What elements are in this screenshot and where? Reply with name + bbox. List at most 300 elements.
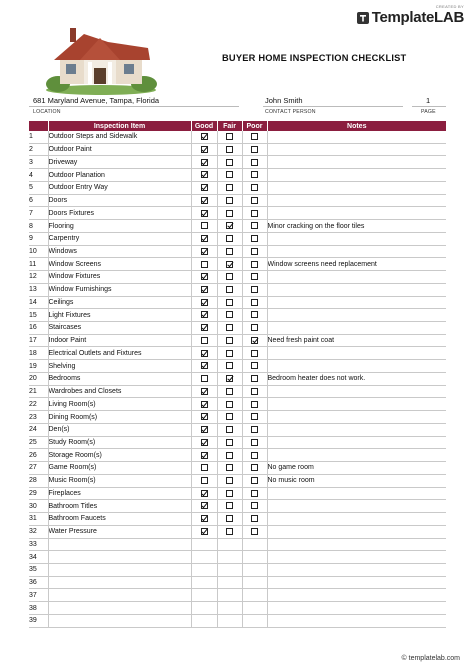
good-checkbox[interactable] [201, 515, 208, 522]
row-number: 39 [29, 614, 48, 627]
inspection-item: Wardrobes and Closets [48, 385, 191, 398]
row-number: 12 [29, 271, 48, 284]
row-number: 34 [29, 551, 48, 564]
fair-checkbox[interactable] [226, 197, 233, 204]
row-number: 6 [29, 194, 48, 207]
header-good: Good [191, 121, 217, 131]
good-checkbox[interactable] [201, 452, 208, 459]
poor-checkbox[interactable] [251, 261, 258, 268]
good-cell [191, 462, 217, 475]
notes-cell[interactable] [267, 487, 446, 500]
fair-cell [217, 283, 242, 296]
poor-checkbox[interactable] [251, 210, 258, 217]
good-cell [191, 207, 217, 220]
good-checkbox[interactable] [201, 413, 208, 420]
inspection-item: Staircases [48, 322, 191, 335]
fair-checkbox[interactable] [226, 388, 233, 395]
poor-checkbox[interactable] [251, 502, 258, 509]
good-checkbox[interactable] [201, 261, 208, 268]
row-number: 31 [29, 513, 48, 526]
fair-checkbox[interactable] [226, 502, 233, 509]
row-number: 18 [29, 347, 48, 360]
notes-cell[interactable] [267, 232, 446, 245]
table-row [29, 398, 446, 411]
poor-checkbox[interactable] [251, 184, 258, 191]
fair-cell [217, 131, 242, 143]
table-row [29, 576, 446, 589]
row-number: 28 [29, 474, 48, 487]
table-row [29, 322, 446, 335]
poor-cell [242, 474, 267, 487]
table-row [29, 436, 446, 449]
notes-cell[interactable] [267, 156, 446, 169]
good-checkbox[interactable] [201, 337, 208, 344]
good-cell [191, 551, 217, 564]
good-checkbox[interactable] [201, 235, 208, 242]
brand-name: TemplateLAB [371, 9, 464, 26]
good-checkbox[interactable] [201, 477, 208, 484]
poor-checkbox[interactable] [251, 401, 258, 408]
good-checkbox[interactable] [201, 362, 208, 369]
good-checkbox[interactable] [201, 222, 208, 229]
poor-cell [242, 576, 267, 589]
fair-cell [217, 181, 242, 194]
fair-cell [217, 423, 242, 436]
poor-checkbox[interactable] [251, 464, 258, 471]
good-checkbox[interactable] [201, 248, 208, 255]
good-checkbox[interactable] [201, 324, 208, 331]
page-label: PAGE [421, 109, 436, 115]
row-number: 38 [29, 602, 48, 615]
fair-checkbox[interactable] [226, 452, 233, 459]
notes-cell[interactable] [267, 398, 446, 411]
poor-checkbox[interactable] [251, 133, 258, 140]
row-number: 26 [29, 449, 48, 462]
notes-cell[interactable]: No music room [267, 474, 446, 487]
table-row [29, 449, 446, 462]
good-checkbox[interactable] [201, 502, 208, 509]
poor-checkbox[interactable] [251, 171, 258, 178]
fair-checkbox[interactable] [226, 184, 233, 191]
poor-cell [242, 525, 267, 538]
table-row [29, 283, 446, 296]
good-cell [191, 360, 217, 373]
poor-cell [242, 360, 267, 373]
notes-cell[interactable] [267, 614, 446, 627]
poor-checkbox[interactable] [251, 375, 258, 382]
table-row [29, 360, 446, 373]
good-cell [191, 576, 217, 589]
poor-cell [242, 513, 267, 526]
good-checkbox[interactable] [201, 286, 208, 293]
poor-checkbox[interactable] [251, 273, 258, 280]
good-cell [191, 423, 217, 436]
poor-cell [242, 487, 267, 500]
good-cell [191, 513, 217, 526]
poor-cell [242, 271, 267, 284]
fair-cell [217, 347, 242, 360]
good-checkbox[interactable] [201, 375, 208, 382]
fair-cell [217, 143, 242, 156]
poor-cell [242, 156, 267, 169]
poor-checkbox[interactable] [251, 197, 258, 204]
table-row [29, 474, 446, 487]
good-checkbox[interactable] [201, 350, 208, 357]
row-number: 30 [29, 500, 48, 513]
fair-checkbox[interactable] [226, 350, 233, 357]
notes-cell[interactable] [267, 181, 446, 194]
row-number: 24 [29, 423, 48, 436]
notes-cell[interactable] [267, 589, 446, 602]
notes-cell[interactable] [267, 143, 446, 156]
table-row [29, 563, 446, 576]
fair-checkbox[interactable] [226, 299, 233, 306]
good-checkbox[interactable] [201, 401, 208, 408]
notes-cell[interactable] [267, 563, 446, 576]
notes-cell[interactable] [267, 296, 446, 309]
poor-checkbox[interactable] [251, 146, 258, 153]
inspection-item: Bedrooms [48, 372, 191, 385]
good-cell [191, 398, 217, 411]
good-cell [191, 322, 217, 335]
fair-checkbox[interactable] [226, 171, 233, 178]
row-number: 2 [29, 143, 48, 156]
good-cell [191, 614, 217, 627]
fair-cell [217, 487, 242, 500]
contact-underline [263, 106, 403, 107]
fair-cell [217, 449, 242, 462]
good-checkbox[interactable] [201, 426, 208, 433]
poor-cell [242, 232, 267, 245]
table-row [29, 143, 446, 156]
poor-cell [242, 169, 267, 182]
inspection-item [48, 576, 191, 589]
notes-cell[interactable]: Need fresh paint coat [267, 334, 446, 347]
fair-checkbox[interactable] [226, 261, 233, 268]
table-row [29, 525, 446, 538]
table-row [29, 194, 446, 207]
row-number: 16 [29, 322, 48, 335]
row-number: 22 [29, 398, 48, 411]
row-number: 10 [29, 245, 48, 258]
inspection-item [48, 614, 191, 627]
poor-cell [242, 614, 267, 627]
notes-cell[interactable] [267, 347, 446, 360]
templatelab-logo-icon [357, 12, 369, 24]
poor-cell [242, 207, 267, 220]
notes-cell[interactable] [267, 538, 446, 551]
poor-checkbox[interactable] [251, 235, 258, 242]
fair-cell [217, 245, 242, 258]
fair-cell [217, 258, 242, 271]
fair-cell [217, 156, 242, 169]
good-cell [191, 449, 217, 462]
fair-checkbox[interactable] [226, 439, 233, 446]
good-cell [191, 538, 217, 551]
inspection-item: Window Screens [48, 258, 191, 271]
row-number: 15 [29, 309, 48, 322]
fair-cell [217, 525, 242, 538]
fair-cell [217, 513, 242, 526]
poor-checkbox[interactable] [251, 452, 258, 459]
good-checkbox[interactable] [201, 133, 208, 140]
good-checkbox[interactable] [201, 528, 208, 535]
poor-cell [242, 411, 267, 424]
notes-cell[interactable] [267, 283, 446, 296]
table-row [29, 500, 446, 513]
row-number: 13 [29, 283, 48, 296]
row-number: 33 [29, 538, 48, 551]
notes-cell[interactable] [267, 271, 446, 284]
inspection-item: Bathroom Faucets [48, 513, 191, 526]
notes-cell[interactable] [267, 194, 446, 207]
inspection-item: Water Pressure [48, 525, 191, 538]
good-cell [191, 169, 217, 182]
good-cell [191, 411, 217, 424]
good-checkbox[interactable] [201, 464, 208, 471]
notes-cell[interactable] [267, 500, 446, 513]
poor-cell [242, 436, 267, 449]
notes-cell[interactable]: Minor cracking on the floor tiles [267, 220, 446, 233]
inspection-item [48, 602, 191, 615]
fair-checkbox[interactable] [226, 477, 233, 484]
fair-checkbox[interactable] [226, 311, 233, 318]
inspection-item: Doors [48, 194, 191, 207]
row-number: 29 [29, 487, 48, 500]
good-checkbox[interactable] [201, 159, 208, 166]
page-value: 1 [426, 96, 431, 105]
fair-checkbox[interactable] [226, 401, 233, 408]
table-row [29, 423, 446, 436]
notes-cell[interactable] [267, 360, 446, 373]
fair-cell [217, 194, 242, 207]
inspection-item: Ceilings [48, 296, 191, 309]
fair-checkbox[interactable] [226, 159, 233, 166]
location-value: 681 Maryland Avenue, Tampa, Florida [33, 96, 160, 105]
fair-checkbox[interactable] [226, 515, 233, 522]
inspection-item: Outdoor Paint [48, 143, 191, 156]
fair-cell [217, 602, 242, 615]
fair-checkbox[interactable] [226, 426, 233, 433]
table-row [29, 232, 446, 245]
fair-cell [217, 360, 242, 373]
header-number [29, 121, 48, 131]
inspection-item: Light Fixtures [48, 309, 191, 322]
poor-checkbox[interactable] [251, 515, 258, 522]
inspection-table [29, 121, 446, 628]
fair-checkbox[interactable] [226, 133, 233, 140]
fair-checkbox[interactable] [226, 490, 233, 497]
good-cell [191, 474, 217, 487]
poor-cell [242, 563, 267, 576]
poor-checkbox[interactable] [251, 337, 258, 344]
good-cell [191, 487, 217, 500]
poor-cell [242, 423, 267, 436]
fair-cell [217, 500, 242, 513]
good-checkbox[interactable] [201, 171, 208, 178]
fair-checkbox[interactable] [226, 413, 233, 420]
good-cell [191, 372, 217, 385]
poor-checkbox[interactable] [251, 362, 258, 369]
fair-checkbox[interactable] [226, 146, 233, 153]
inspection-item: Window Fixtures [48, 271, 191, 284]
poor-checkbox[interactable] [251, 439, 258, 446]
poor-checkbox[interactable] [251, 350, 258, 357]
row-number: 1 [29, 131, 48, 143]
good-checkbox[interactable] [201, 184, 208, 191]
fair-cell [217, 322, 242, 335]
poor-cell [242, 372, 267, 385]
good-cell [191, 283, 217, 296]
notes-cell[interactable] [267, 525, 446, 538]
row-number: 25 [29, 436, 48, 449]
good-checkbox[interactable] [201, 311, 208, 318]
fair-checkbox[interactable] [226, 273, 233, 280]
fair-checkbox[interactable] [226, 235, 233, 242]
table-row [29, 156, 446, 169]
table-row [29, 245, 446, 258]
poor-cell [242, 283, 267, 296]
fair-cell [217, 436, 242, 449]
good-checkbox[interactable] [201, 299, 208, 306]
row-number: 23 [29, 411, 48, 424]
notes-cell[interactable] [267, 322, 446, 335]
good-cell [191, 245, 217, 258]
good-checkbox[interactable] [201, 490, 208, 497]
row-number: 11 [29, 258, 48, 271]
table-row [29, 487, 446, 500]
poor-checkbox[interactable] [251, 324, 258, 331]
brand-created-by: CREATED BY [435, 4, 464, 9]
fair-checkbox[interactable] [226, 222, 233, 229]
good-checkbox[interactable] [201, 439, 208, 446]
poor-checkbox[interactable] [251, 490, 258, 497]
poor-cell [242, 309, 267, 322]
good-checkbox[interactable] [201, 210, 208, 217]
notes-cell[interactable] [267, 385, 446, 398]
notes-cell[interactable] [267, 169, 446, 182]
fair-checkbox[interactable] [226, 362, 233, 369]
poor-cell [242, 194, 267, 207]
fair-cell [217, 309, 242, 322]
fair-checkbox[interactable] [226, 337, 233, 344]
poor-cell [242, 589, 267, 602]
fair-cell [217, 474, 242, 487]
notes-cell[interactable] [267, 309, 446, 322]
good-checkbox[interactable] [201, 197, 208, 204]
fair-cell [217, 563, 242, 576]
good-checkbox[interactable] [201, 388, 208, 395]
location-underline [29, 106, 239, 107]
notes-cell[interactable] [267, 436, 446, 449]
fair-checkbox[interactable] [226, 324, 233, 331]
poor-checkbox[interactable] [251, 159, 258, 166]
inspection-item: Storage Room(s) [48, 449, 191, 462]
good-cell [191, 143, 217, 156]
good-cell [191, 602, 217, 615]
poor-cell [242, 385, 267, 398]
fair-checkbox[interactable] [226, 210, 233, 217]
inspection-item: Fireplaces [48, 487, 191, 500]
fair-cell [217, 207, 242, 220]
poor-checkbox[interactable] [251, 477, 258, 484]
poor-cell [242, 500, 267, 513]
poor-checkbox[interactable] [251, 311, 258, 318]
inspection-item: Shelving [48, 360, 191, 373]
fair-cell [217, 271, 242, 284]
row-number: 21 [29, 385, 48, 398]
table-row [29, 614, 446, 627]
notes-cell[interactable]: No game room [267, 462, 446, 475]
poor-checkbox[interactable] [251, 222, 258, 229]
poor-cell [242, 296, 267, 309]
poor-cell [242, 602, 267, 615]
good-cell [191, 385, 217, 398]
poor-checkbox[interactable] [251, 413, 258, 420]
poor-cell [242, 143, 267, 156]
fair-checkbox[interactable] [226, 528, 233, 535]
notes-cell[interactable]: Window screens need replacement [267, 258, 446, 271]
good-checkbox[interactable] [201, 273, 208, 280]
fair-cell [217, 411, 242, 424]
notes-cell[interactable] [267, 551, 446, 564]
notes-cell[interactable] [267, 207, 446, 220]
poor-cell [242, 449, 267, 462]
inspection-item [48, 551, 191, 564]
notes-cell[interactable] [267, 513, 446, 526]
row-number: 37 [29, 589, 48, 602]
poor-cell [242, 220, 267, 233]
table-row [29, 309, 446, 322]
table-row [29, 538, 446, 551]
notes-cell[interactable]: Bedroom heater does not work. [267, 372, 446, 385]
notes-cell[interactable] [267, 423, 446, 436]
table-row [29, 131, 446, 143]
fair-checkbox[interactable] [226, 375, 233, 382]
table-row [29, 181, 446, 194]
fair-checkbox[interactable] [226, 464, 233, 471]
poor-cell [242, 245, 267, 258]
table-row [29, 462, 446, 475]
row-number: 35 [29, 563, 48, 576]
brand-logo [357, 4, 464, 26]
poor-checkbox[interactable] [251, 528, 258, 535]
poor-checkbox[interactable] [251, 426, 258, 433]
fair-checkbox[interactable] [226, 286, 233, 293]
poor-checkbox[interactable] [251, 286, 258, 293]
notes-cell[interactable] [267, 449, 446, 462]
fair-cell [217, 334, 242, 347]
notes-cell[interactable] [267, 245, 446, 258]
good-cell [191, 563, 217, 576]
good-cell [191, 436, 217, 449]
fair-cell [217, 576, 242, 589]
poor-checkbox[interactable] [251, 248, 258, 255]
notes-cell[interactable] [267, 411, 446, 424]
poor-checkbox[interactable] [251, 388, 258, 395]
good-checkbox[interactable] [201, 146, 208, 153]
house-illustration [44, 24, 158, 96]
poor-checkbox[interactable] [251, 299, 258, 306]
notes-cell[interactable] [267, 576, 446, 589]
notes-cell[interactable] [267, 602, 446, 615]
poor-cell [242, 258, 267, 271]
inspection-item: Bathroom Titles [48, 500, 191, 513]
inspection-item [48, 538, 191, 551]
table-row [29, 334, 446, 347]
fair-checkbox[interactable] [226, 248, 233, 255]
notes-cell[interactable] [267, 131, 446, 143]
